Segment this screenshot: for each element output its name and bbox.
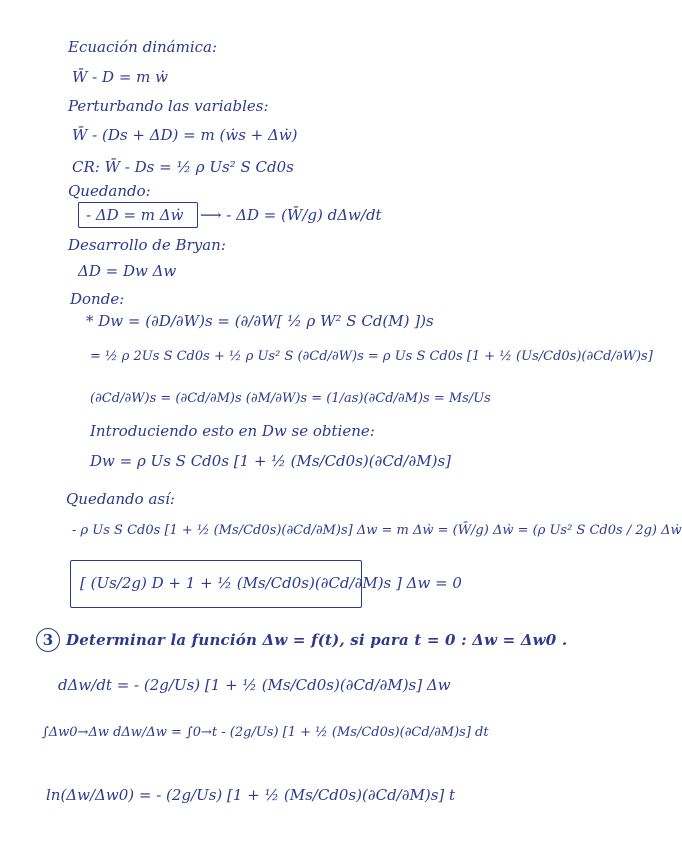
section-3-title: Determinar la función Δw = f(t), si para t = 0 : Δw = Δw0 . — [66, 631, 568, 649]
arrow-equation: ⟶ - ΔD = (W̄/g) dΔw/dt — [200, 206, 382, 224]
equation-log-solution: ln(Δw/Δw0) = - (2g/Us) [1 + ½ (Ms/Cd0s)(∂Cd/∂M)s] t — [46, 786, 456, 804]
equation-dcd-dw: (∂Cd/∂W)s = (∂Cd/∂M)s (∂M/∂W)s = (1/as)(∂Cd/∂M)s = Ms/Us — [90, 391, 491, 406]
section-number-badge: 3 — [36, 628, 60, 652]
equation-perturbed: W̄ - (Ds + ΔD) = m (ẇs + Δẇ) — [72, 126, 298, 144]
section-3-heading — [36, 628, 567, 652]
heading-quedando-asi: Quedando así: — [66, 490, 175, 508]
boxed-final-equation: [ (Us/2g) D + 1 + ½ (Ms/Cd0s)(∂Cd/∂M)s ] Δw = 0 — [80, 574, 462, 592]
heading-introduciendo: Introduciendo esto en Dw se obtiene: — [90, 422, 375, 440]
heading-bryan: Desarrollo de Bryan: — [68, 236, 226, 254]
equation-dw-result: Dw = ρ Us S Cd0s [1 + ½ (Ms/Cd0s)(∂Cd/∂M)s] — [90, 452, 451, 470]
heading-perturbando: Perturbando las variables: — [68, 97, 269, 115]
equation-motion-full: - ρ Us S Cd0s [1 + ½ (Ms/Cd0s)(∂Cd/∂M)s] Δw = m Δẇ = (W̄/g) Δẇ = (ρ Us² S Cd0s / 2g) Δẇ — [72, 523, 682, 538]
equation-integral: ∫Δw0→Δw dΔw/Δw = ∫0→t - (2g/Us) [1 + ½ (Ms/Cd0s)(∂Cd/∂M)s] dt — [42, 725, 489, 740]
heading-donde: Donde: — [70, 290, 125, 308]
equation-dw-expansion: = ½ ρ 2Us S Cd0s + ½ ρ Us² S (∂Cd/∂W)s = ρ Us S Cd0s [1 + ½ (Us/Cd0s)(∂Cd/∂W)s] — [90, 349, 653, 364]
heading-ecuacion-dinamica: Ecuación dinámica: — [68, 38, 218, 56]
equation-dw-definition: * Dw = (∂D/∂W)s = (∂/∂W[ ½ ρ W² S Cd(M) ])s — [86, 312, 434, 330]
equation-ode: dΔw/dt = - (2g/Us) [1 + ½ (Ms/Cd0s)(∂Cd/∂M)s] Δw — [58, 676, 451, 694]
equation-dynamic: W̄ - D = m ẇ — [72, 68, 168, 86]
boxed-equation: - ΔD = m Δẇ — [86, 206, 184, 224]
heading-quedando-1: Quedando: — [68, 182, 151, 200]
equation-cr: CR: W̄ - Ds = ½ ρ Us² S Cd0s — [72, 158, 294, 176]
equation-bryan: ΔD = Dw Δw — [78, 262, 177, 280]
